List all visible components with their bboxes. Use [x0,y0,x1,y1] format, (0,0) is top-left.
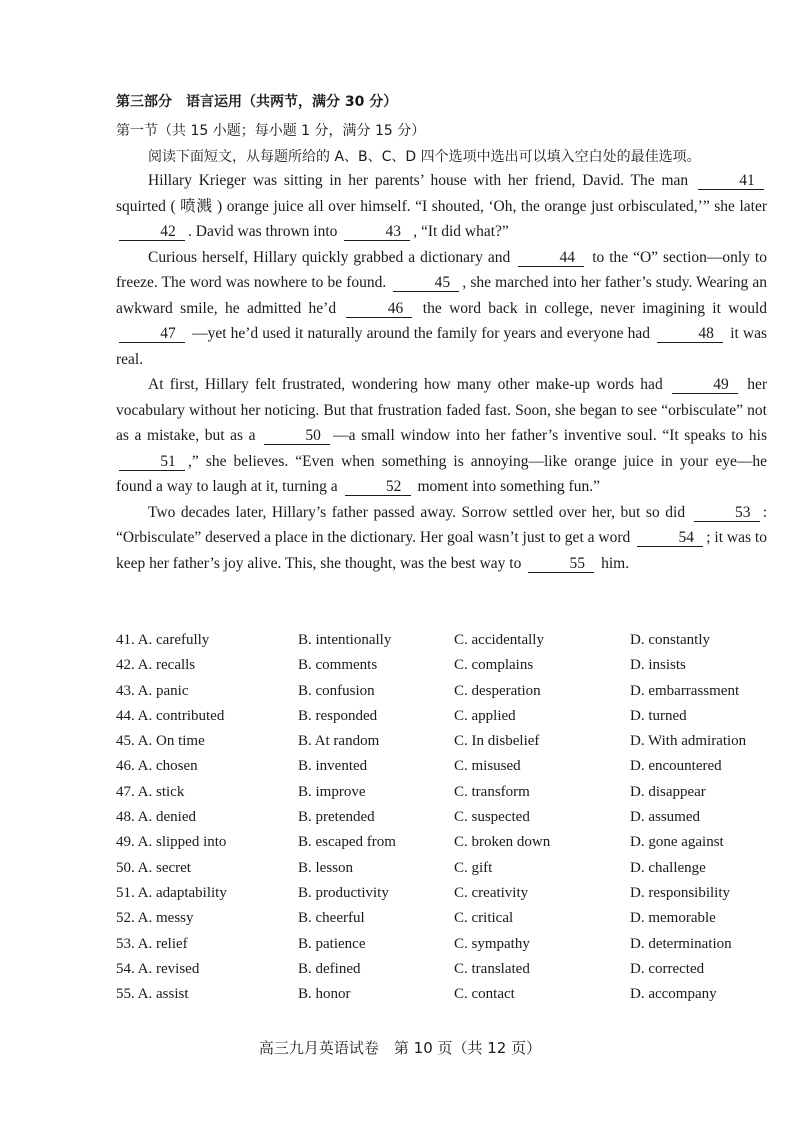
blank-51: 51 [119,453,185,471]
blank-49: 49 [672,376,738,394]
option-choice: C. gift [454,859,493,876]
option-choice: B. productivity [298,884,389,901]
option-choice: 52. A. messy [116,910,194,927]
option-row [116,679,776,704]
option-choice: D. disappear [630,783,706,800]
option-choice: D. embarrassment [630,682,740,699]
option-choice: 53. A. relief [116,935,188,952]
option-choice: 50. A. secret [116,859,191,876]
blank-53: 53 [694,504,760,522]
passage-text: ,” she believes. “Even when something is annoying—like orange juice in your eye—he found a way to laugh at it, turning a [116,452,767,495]
blank-45: 45 [393,274,459,292]
passage-text: Two decades later, Hillary’s father passed away. Sorrow settled over her, but so did [148,503,691,521]
option-choice: B. patience [298,935,366,952]
option-row [116,957,776,982]
option-choice: 54. A. revised [116,960,200,977]
option-row [116,830,776,855]
option-choice: C. contact [454,986,515,1003]
passage-paragraph [116,500,767,577]
option-row [116,780,776,805]
passage-text: . David was thrown into [188,223,342,240]
option-row [116,906,776,931]
passage-text: to the “O” section—only to freeze. The word was nowhere to be found. [116,248,767,291]
option-choice: C. transform [454,783,530,800]
option-row [116,628,776,653]
option-choice: C. accidentally [454,632,544,648]
option-choice: C. In disbelief [454,733,540,750]
passage-text: the word back in college, never imagining it would [415,299,768,317]
option-row [116,653,776,678]
option-choice: B. responded [298,707,378,724]
option-choice: B. cheerful [298,910,365,927]
page-footer: 高三九月英语试卷 第 10 页（共 12 页） [258,1039,542,1057]
blank-52: 52 [345,478,411,496]
passage-text: Hillary Krieger was sitting in her parents’ house with her friend, David. The man [148,172,695,189]
option-choice: D. accompany [630,986,717,1003]
option-row [116,932,776,957]
option-row [116,729,776,754]
option-choice: D. challenge [630,859,706,876]
option-choice: 45. A. On time [116,733,205,750]
option-choice: D. insists [630,657,686,674]
option-choice: B. At random [298,733,380,750]
blank-47: 47 [119,325,185,343]
option-choice: 51. A. adaptability [116,884,227,901]
option-row [116,754,776,779]
option-choice: C. suspected [454,809,530,826]
option-choice: D. With admiration [630,733,747,750]
passage-text: At first, Hillary felt frustrated, wondering how many other make-up words had [148,376,669,393]
cloze-passage [116,168,767,576]
passage-text: him. [597,554,630,572]
option-choice: 43. A. panic [116,682,189,699]
option-choice: D. encountered [630,758,722,775]
blank-55: 55 [528,555,594,573]
passage-text: squirted ( 喷溅 ) orange juice all over himself. “I shouted, ‘Oh, the orange just orbisculated,’” she later [116,197,767,215]
option-choice: C. applied [454,707,516,724]
passage-text: , she marched into her father’s study. Wearing an awkward smile, he admitted he’d [116,274,767,317]
option-choice: 42. A. recalls [116,657,196,674]
passage-text: Curious herself, Hillary quickly grabbed a dictionary and [148,248,516,266]
option-choice: 55. A. assist [116,986,189,1003]
passage-text: her vocabulary without her noticing. But that frustration faded fast. Soon, she began to see “orbisculate” not as a mistake, but as a [116,376,767,444]
option-choice: D. determination [630,935,732,952]
option-choice: B. comments [298,657,378,674]
passage-text: : “Orbisculate” deserved a place in the dictionary. Her goal wasn’t just to get a word [116,503,767,546]
blank-50: 50 [264,427,330,445]
option-choice: D. constantly [630,632,710,648]
passage-text: moment into something fun.” [413,478,600,495]
option-choice: C. creativity [454,884,529,901]
option-row [116,704,776,729]
option-choice: D. assumed [630,809,700,826]
option-row [116,856,776,881]
option-choice: D. turned [630,707,687,724]
instructions: 阅读下面短文，从每题所给的 A、B、C、D 四个选项中选出可以填入空白处的最佳选项。 [148,149,701,165]
option-choice: C. translated [454,960,530,977]
option-choice: B. pretended [298,809,375,826]
option-row [116,881,776,906]
subsection-title: 第一节（共 15 小题；每小题 1 分，满分 15 分） [116,123,426,139]
option-choice: D. gone against [630,834,724,851]
blank-48: 48 [657,325,723,343]
blank-42: 42 [119,223,185,241]
option-choice: B. improve [298,783,366,800]
blank-44: 44 [518,249,584,267]
blank-54: 54 [637,529,703,547]
option-choice: B. invented [298,758,368,775]
section-title: 第三部分 语言运用（共两节，满分 30 分） [116,94,398,110]
passage-text: , “It did what?” [413,223,509,240]
passage-text: it was real. [116,325,768,368]
option-choice: 46. A. chosen [116,758,198,775]
answer-options [116,628,776,1007]
option-row [116,982,776,1007]
blank-43: 43 [344,223,410,241]
option-row [116,805,776,830]
option-choice: C. sympathy [454,935,530,952]
option-choice: B. honor [298,986,351,1003]
passage-text: —a small window into her father’s inventive soul. “It speaks to his [333,427,767,444]
option-choice: C. critical [454,910,514,927]
option-choice: D. responsibility [630,884,730,901]
option-choice: C. complains [454,657,534,674]
blank-41: 41 [698,172,764,190]
option-choice: C. desperation [454,682,541,699]
passage-text: ; it was to keep her father’s joy alive. This, she thought, was the best way to [116,529,767,572]
passage-paragraph [116,245,767,373]
option-choice: C. broken down [454,834,551,851]
option-choice: 49. A. slipped into [116,834,227,851]
option-choice: 48. A. denied [116,809,196,826]
option-choice: 44. A. contributed [116,707,225,724]
option-choice: B. lesson [298,859,354,876]
option-choice: D. corrected [630,960,705,977]
option-choice: B. intentionally [298,632,392,648]
blank-46: 46 [346,300,412,318]
option-choice: C. misused [454,758,521,775]
passage-text: —yet he’d used it naturally around the family for years and everyone had [188,325,655,342]
passage-paragraph [116,372,767,500]
option-choice: 41. A. carefully [116,632,210,648]
option-choice: D. memorable [630,910,716,927]
option-choice: 47. A. stick [116,783,185,800]
option-choice: B. confusion [298,682,375,699]
passage-paragraph [116,168,767,245]
option-choice: B. defined [298,960,361,977]
option-choice: B. escaped from [298,834,396,851]
